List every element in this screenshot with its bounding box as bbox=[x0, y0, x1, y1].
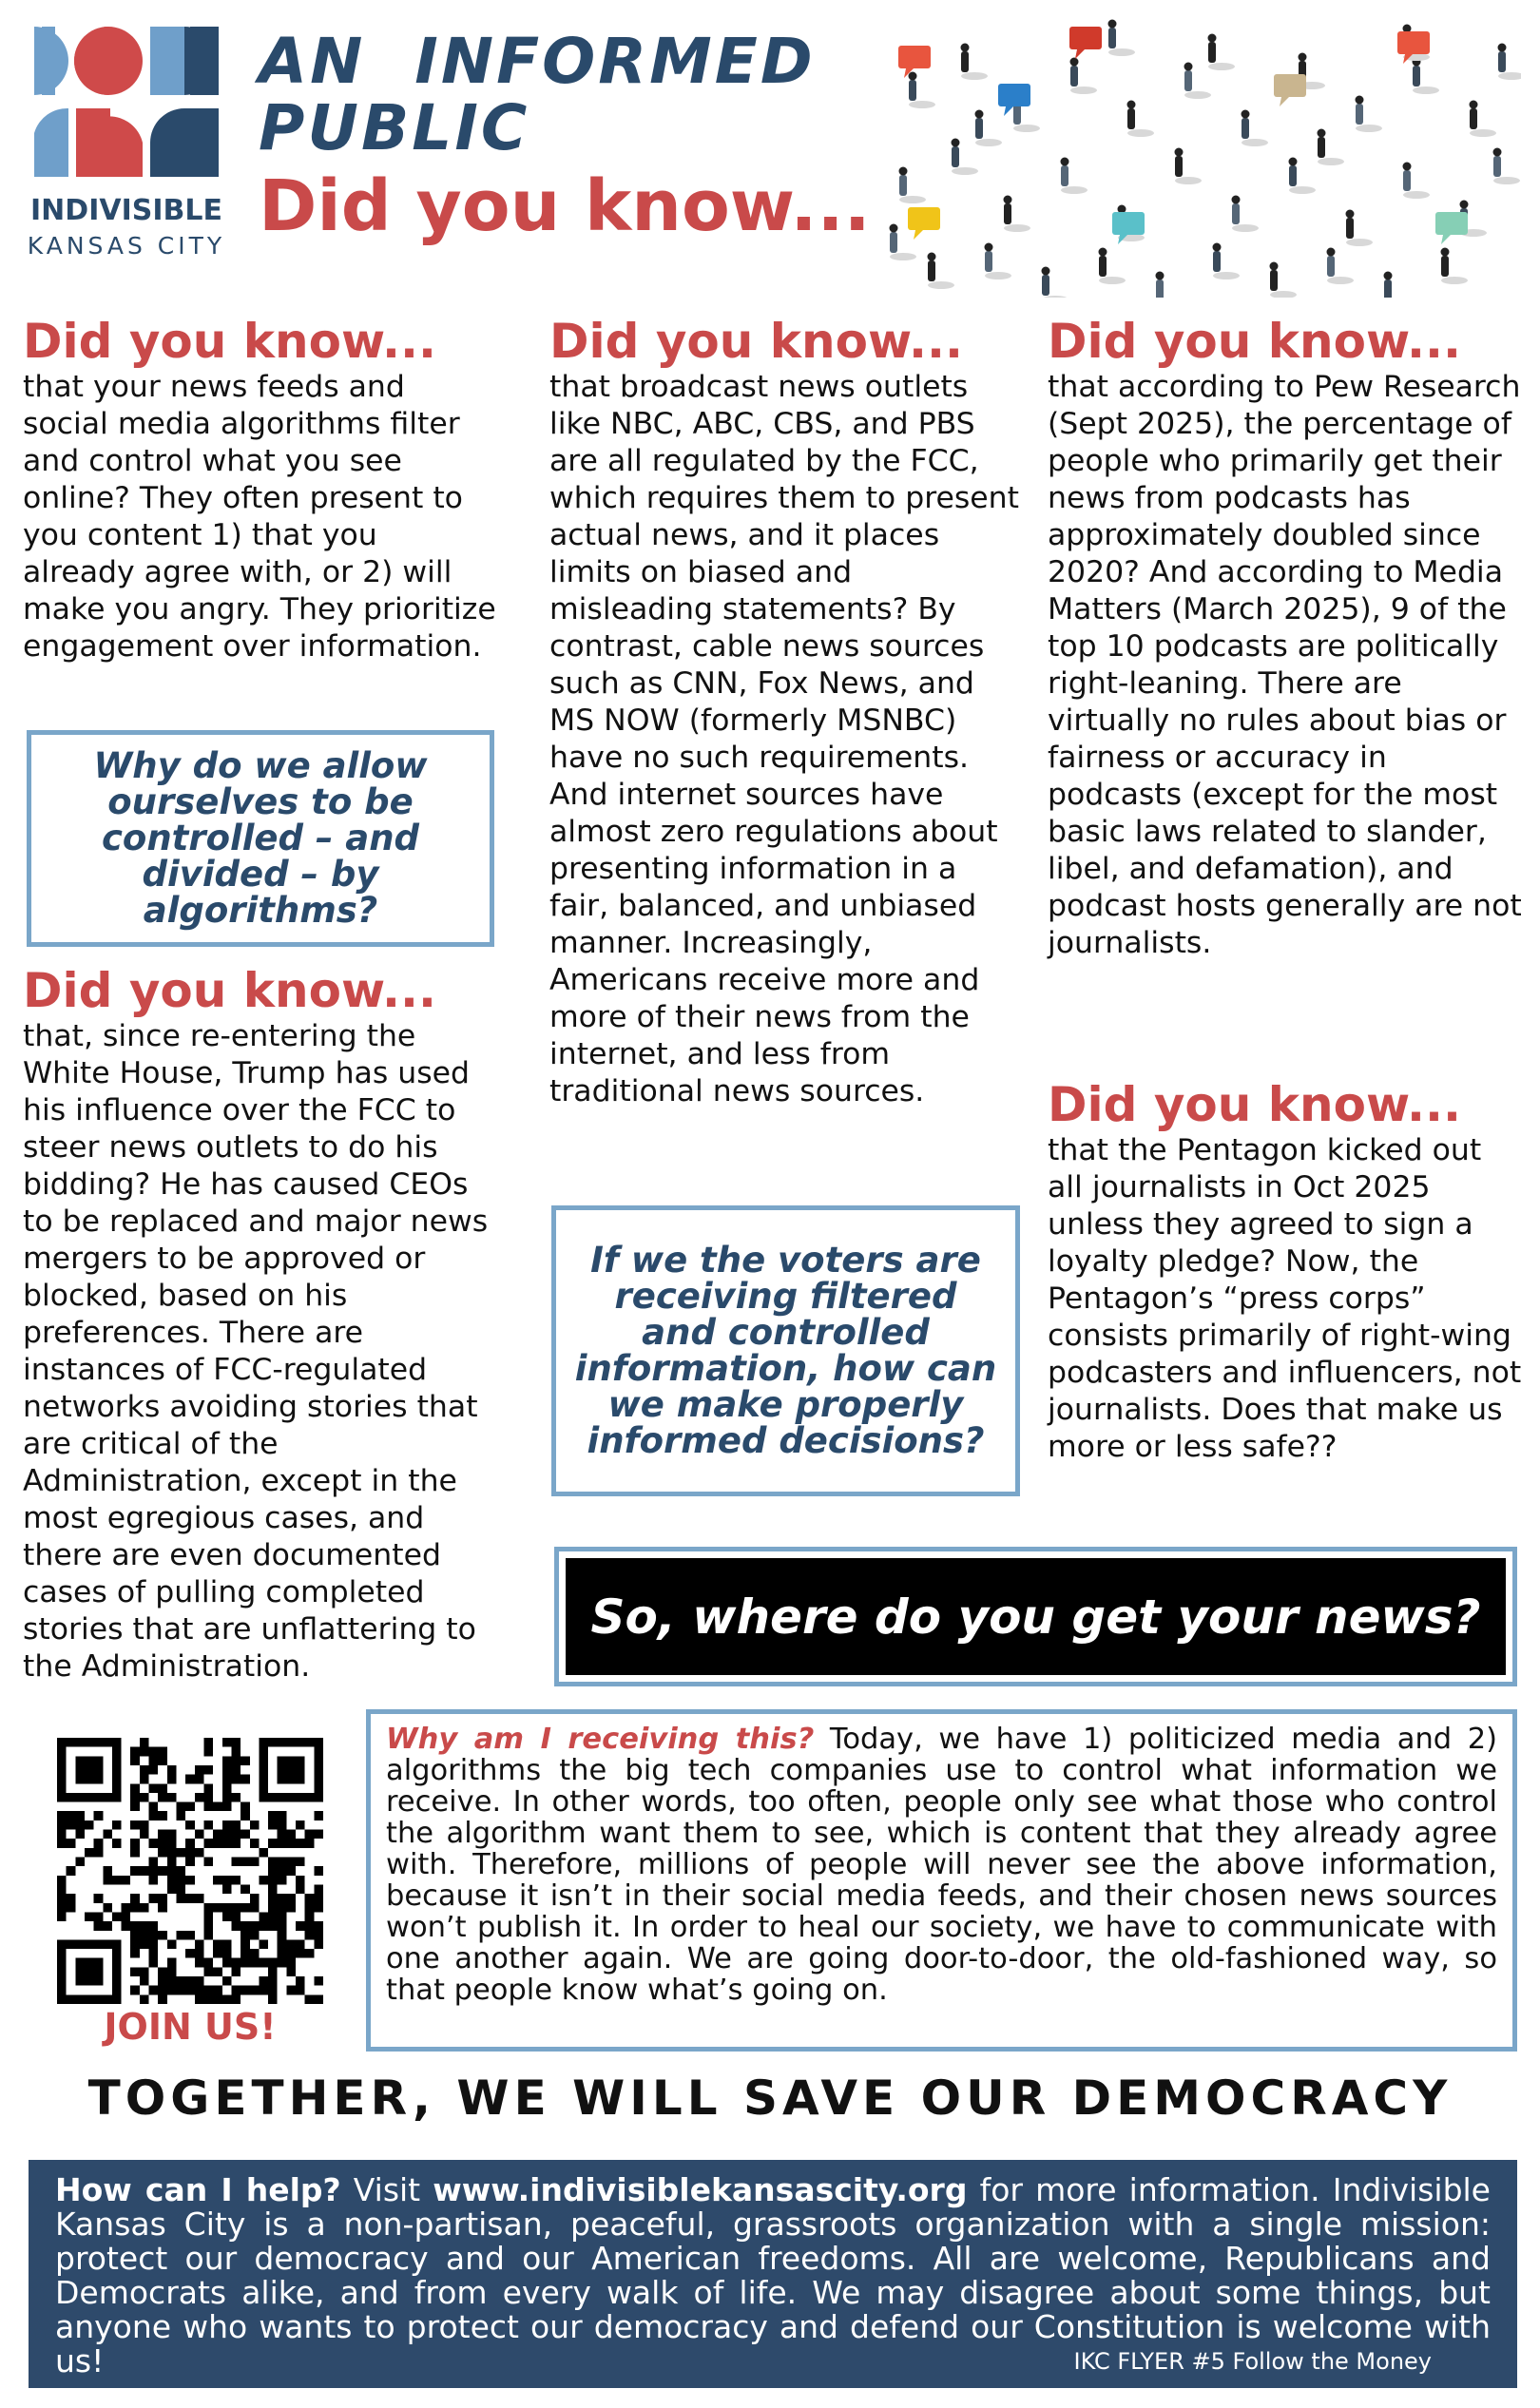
crowd-person-icon bbox=[1242, 110, 1269, 147]
why-receiving-paragraph bbox=[386, 1724, 1497, 2006]
crowd-person-icon bbox=[1208, 34, 1236, 71]
col1-block2 bbox=[23, 963, 508, 1686]
col3-block1 bbox=[1048, 314, 1523, 962]
col1-block1 bbox=[23, 314, 498, 665]
page-title bbox=[259, 25, 867, 164]
crowd-person-icon bbox=[1493, 148, 1521, 185]
footer-visit: Visit bbox=[340, 2171, 433, 2208]
col1-block1-heading: Did you know... bbox=[23, 314, 436, 369]
news-question-text: So, where do you get your news? bbox=[590, 1589, 1481, 1645]
crowd-person-icon bbox=[985, 243, 1012, 280]
col2-block1-heading: Did you know... bbox=[549, 314, 963, 369]
crowd-person-icon bbox=[1270, 262, 1298, 299]
col1-callout-text: Why do we allow ourselves to be controlled – and divided – by algorithms? bbox=[93, 745, 428, 931]
why-receiving-lead: Why am I receiving this? bbox=[386, 1723, 815, 1756]
crowd-person-icon bbox=[1099, 248, 1126, 285]
why-receiving-text: Today, we have 1) politicized media and 2) algorithms the big tech companies use to control what information we receive. In other words, too often, people only see what those who control the algorithm want them to see, which is content that they already agree with. Therefore, millions of people will never see the above information, because it isn’t in their social media feeds, and their chosen news sources won’t publish it. In order to heal our society, we have to communicate with one another again. We are going door-to-door, the old-fashioned way, so that people know what’s going on. bbox=[386, 1723, 1497, 2007]
col3-block2-heading: Did you know... bbox=[1048, 1077, 1461, 1132]
footer-panel bbox=[29, 2160, 1517, 2388]
speech-bubble-icon bbox=[1274, 74, 1306, 106]
crowd-person-icon bbox=[1384, 272, 1412, 299]
crowd-person-icon bbox=[1498, 44, 1522, 81]
crowd-person-icon bbox=[928, 253, 955, 290]
join-us-label: JOIN US! bbox=[104, 2006, 277, 2048]
together-slogan: TOGETHER, WE WILL SAVE OUR DEMOCRACY bbox=[87, 2071, 1453, 2126]
col2-block1-text: that broadcast news outlets like NBC, ABC, CBS, and PBS are all regulated by the FCC, which requires them to present actual news, and it places limits on biased and misleading statements? By contrast, cable news sources such as CNN, Fox News, and MS NOW (formerly MSNBC) have no such requirements. And internet sources have almost zero regulations about presenting information in a fair, balanced, and unbiased manner. Increasingly, Americans receive more and more of their news from the internet, and less from traditional news sources. bbox=[549, 370, 1019, 1108]
col3-block2 bbox=[1048, 1077, 1523, 1466]
footer-lead: How can I help? bbox=[55, 2171, 341, 2208]
crowd-person-icon bbox=[1004, 196, 1031, 233]
col3-block2-text: that the Pentagon kicked out all journalists in Oct 2025 unless they agreed to sign a loyalty pledge? Now, the Pentagon’s “press corps” consists primarily of right-wing podcasters and influencers, not journalists. Does that make us more or less safe?? bbox=[1048, 1133, 1522, 1464]
crowd-person-icon bbox=[1318, 129, 1345, 166]
crowd-person-icon bbox=[1213, 243, 1241, 280]
crowd-person-icon bbox=[961, 44, 989, 81]
crowd-person-icon bbox=[952, 139, 979, 176]
qr-code-icon[interactable] bbox=[57, 1738, 323, 2004]
crowd-person-icon bbox=[1413, 58, 1440, 95]
org-logo bbox=[27, 21, 226, 259]
footer-text: for more information. Indivisible Kansas City is a non-partisan, peaceful, grassroots organization with a single mission: protect our democracy and our American freedoms. All are welcome, Republicans and Democrats alike, and from every walk of life. We may disagree about some things, but anyone who wants to protect our democracy and defend our Constitution is welcome with us! bbox=[55, 2171, 1491, 2379]
crowd-person-icon bbox=[1127, 101, 1155, 138]
news-question-banner bbox=[554, 1547, 1517, 1686]
speech-bubble-icon bbox=[1069, 27, 1102, 59]
crowd-person-icon bbox=[1175, 148, 1203, 185]
page-title-line2: PUBLIC bbox=[259, 91, 530, 164]
crowd-person-icon bbox=[909, 72, 936, 109]
crowd-person-icon bbox=[1232, 196, 1260, 233]
crowd-person-icon bbox=[1441, 248, 1469, 285]
col1-block2-text: that, since re-entering the White House, Trump has used his influence over the FCC to steer news outlets to do his bidding? He has caused CEOs to be replaced and major news mergers to be approved or blocked, based on his preferences. There are instances of FCC-regulated networks avoiding stories that are critical of the Administration, except in the most egregious cases, and there are even documented cases of pulling completed stories that are unflattering to the Administration. bbox=[23, 1019, 489, 1684]
col2-callout bbox=[551, 1205, 1020, 1496]
page-subtitle: Did you know... bbox=[259, 165, 871, 247]
crowd-person-icon bbox=[1356, 96, 1383, 133]
crowd-person-icon bbox=[899, 167, 927, 204]
col1-callout bbox=[27, 730, 494, 947]
crowd-person-icon bbox=[1470, 101, 1497, 138]
flyer-code: IKC FLYER #5 Follow the Money bbox=[1073, 2348, 1432, 2375]
crowd-person-icon bbox=[1042, 267, 1069, 299]
speech-bubble-icon bbox=[908, 207, 940, 240]
crowd-illustration bbox=[875, 17, 1521, 298]
page-title-line1: AN INFORMED bbox=[259, 25, 816, 98]
logo-mark-icon bbox=[27, 21, 226, 183]
col3-block1-heading: Did you know... bbox=[1048, 314, 1461, 369]
crowd-person-icon bbox=[1184, 63, 1212, 100]
crowd-person-icon bbox=[1327, 248, 1355, 285]
col1-block1-text: that your news feeds and social media algorithms filter and control what you see online? They often present to you content 1) that you already agree with, or 2) will make you angry. They prioritize engagement over information. bbox=[23, 370, 496, 664]
org-city: KANSAS CITY bbox=[27, 232, 226, 260]
crowd-person-icon bbox=[1403, 163, 1431, 200]
crowd-person-icon bbox=[1108, 20, 1136, 57]
why-receiving-box bbox=[366, 1709, 1517, 2052]
col3-block1-text: that according to Pew Research (Sept 2025), the percentage of people who primarily get their news from podcasts has approximately doubled since 2020? And according to Media Matters (March 2025), 9 of the top 10 podcasts are politically right-leaning. There are virtually no rules about bias or fairness or accuracy in podcasts (except for the most basic laws related to slander, libel, and defamation), and podcast hosts generally are not journalists. bbox=[1048, 370, 1522, 960]
org-name: INDIVISIBLE bbox=[30, 194, 222, 227]
crowd-person-icon bbox=[1289, 158, 1317, 195]
crowd-person-icon bbox=[1061, 158, 1088, 195]
speech-bubble-icon bbox=[1435, 212, 1468, 244]
crowd-person-icon bbox=[1346, 210, 1374, 247]
col1-block2-heading: Did you know... bbox=[23, 963, 436, 1018]
col2-block1 bbox=[549, 314, 1025, 1110]
crowd-person-icon bbox=[1156, 272, 1184, 299]
crowd-person-icon bbox=[975, 110, 1003, 147]
crowd-person-icon bbox=[1070, 58, 1098, 95]
footer-url-link[interactable]: www.indivisiblekansascity.org bbox=[433, 2171, 968, 2208]
col2-callout-text: If we the voters are receiving filtered and controlled information, how can we make properly informed decisions? bbox=[574, 1240, 997, 1461]
